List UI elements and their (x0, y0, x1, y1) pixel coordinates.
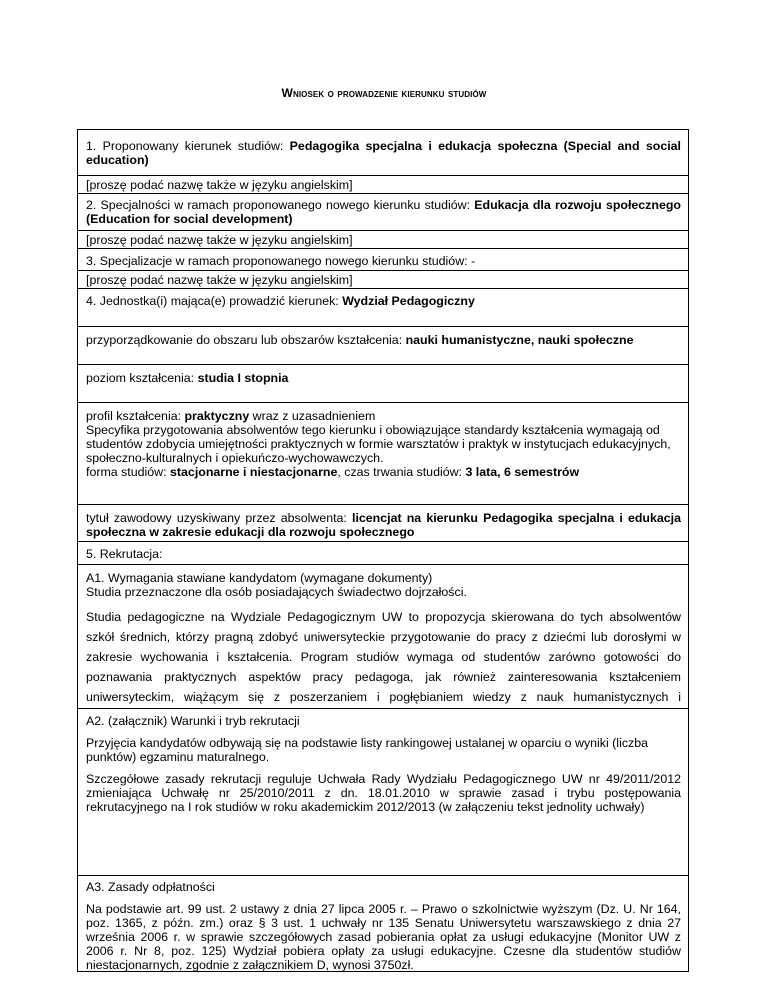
field-tytul (78, 505, 688, 542)
a3-text: Na podstawie art. 99 ust. 2 ustawy z dnia 27 lipca 2005 r. – Prawo o szkolnictwie wyższym (Dz. U. Nr 164, poz. 1365, z późn. zm.) oraz § 3 ust. 1 uchwały nr 135 Senatu Uniwersytetu warszawskiego z dnia 27 września 2006 r. w sprawie szczegółowych zasad pobierania opłat za usługi edukacyjne (Monitor UW z 2006 r. Nr 8, poz. 125) Wydział pobiera opłaty za usługi edukacyjne. Czesne dla studentów studiów niestacjonarnych, zgodnie z załącznikiem D, wynosi 3750zł. (86, 902, 681, 972)
specjalizacje-label: 3. Specjalizacje w ramach proponowanego nowego kierunku studiów: - (86, 254, 476, 268)
field-specjalnosci-en (78, 231, 688, 249)
a3-heading: A3. Zasady odpłatności (86, 880, 215, 894)
tytul-value: licencjat na kierunku Pedagogika specjalna i edukacja społeczna w zakresie edukacji dla rozwoju społecznego (86, 511, 681, 539)
field-profil-forma (78, 403, 688, 505)
field-specjalnosci (78, 194, 688, 231)
section-a1 (78, 565, 688, 709)
a2-text-2: Szczegółowe zasady rekrutacji reguluje Uchwała Rady Wydziału Pedagogicznego UW nr 49/2011/2012 zmieniająca Uchwałę nr 25/2010/2011 z dn. 18.01.2010 w sprawie zasad i trybu postępowania rekrutacyjnego na I rok studiów w roku akademickim 2012/2013 (w załączeniu tekst jednolity uchwały) (86, 772, 681, 814)
kierunek-label: 1. Proponowany kierunek studiów: (86, 139, 290, 153)
forma-value: stacjonarne i niestacjonarne (170, 465, 338, 479)
a2-heading: A2. (załącznik) Warunki i tryb rekrutacji (86, 714, 300, 728)
section-a3 (78, 876, 688, 972)
specjalnosci-label: 2. Specjalności w ramach proponowanego nowego kierunku studiów: (86, 198, 475, 212)
profil-value: praktyczny (184, 409, 250, 423)
field-kierunek-en (78, 176, 688, 194)
document-title-text: Wniosek o prowadzenie kierunku studiów (281, 86, 487, 100)
section-rekrutacja-heading (78, 542, 688, 565)
specjalnosci-en-placeholder: [proszę podać nazwę także w języku angielskim] (86, 233, 353, 247)
field-specjalizacje-en (78, 271, 688, 289)
jednostka-label: 4. Jednostka(i) mająca(e) prowadzić kierunek: (86, 294, 343, 308)
a1-heading: A1. Wymagania stawiane kandydatom (wymagane dokumenty) (86, 571, 433, 585)
field-kierunek (78, 130, 688, 176)
poziom-value: studia I stopnia (197, 371, 289, 385)
obszar-value: nauki humanistyczne, nauki społeczne (405, 333, 634, 347)
field-obszar (78, 327, 688, 365)
profil-label: profil kształcenia: (86, 409, 185, 423)
kierunek-en-placeholder: [proszę podać nazwę także w języku angielskim] (86, 178, 353, 192)
section-a2 (78, 709, 688, 876)
rekrutacja-heading: 5. Rekrutacja: (86, 547, 163, 561)
kierunek-value: Pedagogika specjalna i edukacja społeczna (Special and social education) (86, 139, 681, 167)
a1-text: Studia przeznaczone dla osób posiadających świadectwo dojrzałości. (86, 585, 467, 599)
tytul-label: tytuł zawodowy uzyskiwany przez absolwenta: (86, 511, 353, 525)
field-poziom (78, 365, 688, 403)
forma-label: forma studiów: (86, 465, 171, 479)
document-title (0, 86, 768, 100)
profil-text: Specyfika przygotowania absolwentów tego kierunku i obowiązujące standardy kształcenia wymagają od studentów zdobycia umiejętności praktycznych w formie warsztatów i praktyk w instytucjach edukacyjnych, społeczno-kulturalnych i opiekuńczo-wychowawczych. (86, 423, 671, 465)
czas-value: 3 lata, 6 semestrów (465, 465, 580, 479)
jednostka-value: Wydział Pedagogiczny (342, 294, 475, 308)
profil-suffix: wraz z uzasadnieniem (249, 409, 376, 423)
a2-text-1: Przyjęcia kandydatów odbywają się na podstawie listy rankingowej ustalanej w oparciu o wyniki (liczba punktów) egzaminu maturalnego. (86, 736, 648, 764)
forma-mid: , czas trwania studiów: (337, 465, 466, 479)
specjalnosci-value: Edukacja dla rozwoju społecznego (Education for social development) (86, 198, 681, 226)
a1-paragraph: Studia pedagogiczne na Wydziale Pedagogicznym UW to propozycja skierowana do tych absolwentów szkół średnich, którzy pragną zdobyć uniwersyteckie przygotowanie do pracy z dziećmi lub dorosłymi w zakresie wychowania i kształcenia. Program studiów wymaga od studentów zarówno gotowości do poznawania praktycznych aspektów pracy pedagoga, jak również zainteresowania kształceniem uniwersyteckim, wiążącym się z poszerzaniem i pogłębianiem wiedzy z nauk humanistycznych i (86, 610, 681, 704)
application-form (77, 129, 689, 972)
field-specjalizacje (78, 249, 688, 271)
specjalizacje-en-placeholder: [proszę podać nazwę także w języku angielskim] (86, 273, 353, 287)
field-jednostka (78, 289, 688, 327)
obszar-label: przyporządkowanie do obszaru lub obszarów kształcenia: (86, 333, 406, 347)
poziom-label: poziom kształcenia: (86, 371, 198, 385)
